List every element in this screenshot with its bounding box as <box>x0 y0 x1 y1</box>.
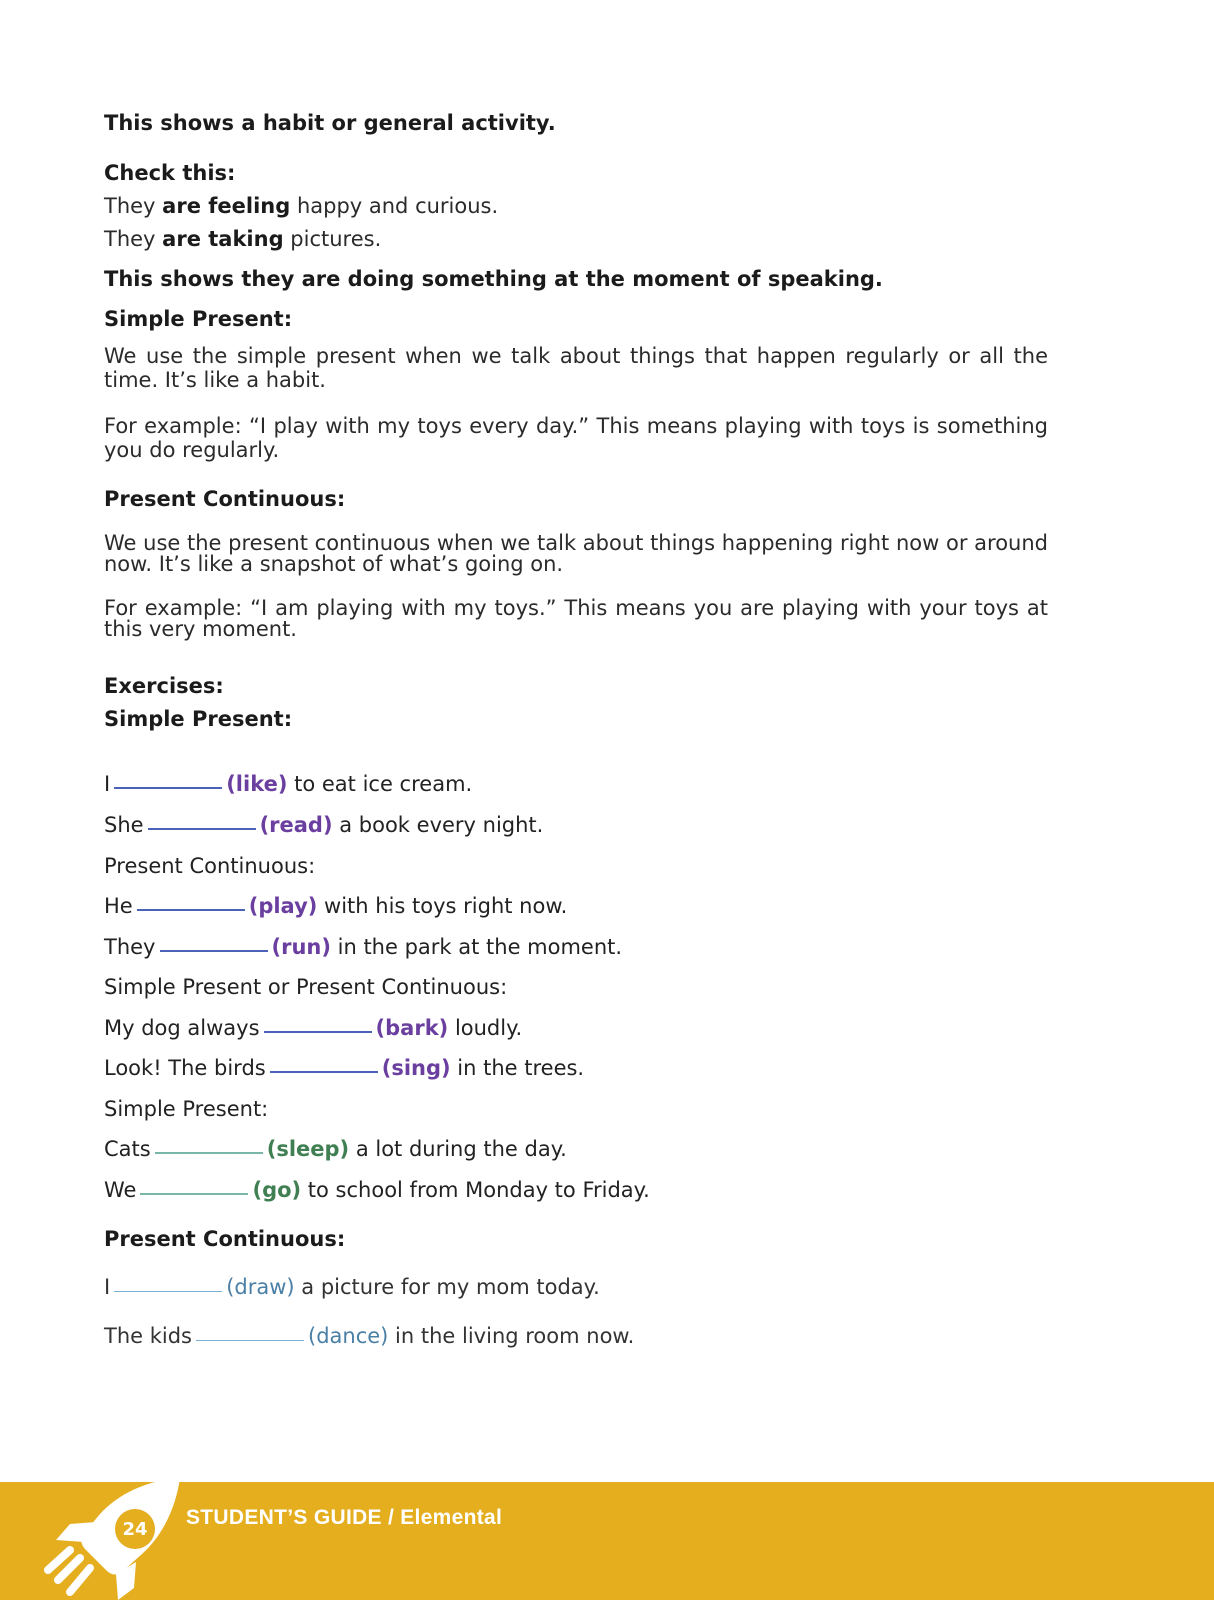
exercise-rest: in the living room now. <box>388 1324 635 1348</box>
answer-blank[interactable] <box>140 1192 248 1195</box>
verb-hint: (bark) <box>375 1016 449 1040</box>
exercise-item <box>104 1055 584 1081</box>
answer-blank[interactable] <box>148 827 256 830</box>
present-continuous-paragraph-1: We use the present continuous when we talk about things happening right now or around now. It’s like a snapshot of what’s going on. <box>104 531 1048 576</box>
habit-note: This shows a habit or general activity. <box>104 111 556 135</box>
exercises-heading: Exercises: <box>104 674 224 698</box>
simple-present-paragraph-2: For example: “I play with my toys every day.” This means playing with toys is something you do regularly. <box>104 414 1048 462</box>
exercise-item <box>104 1323 634 1349</box>
answer-blank[interactable] <box>114 786 222 789</box>
present-continuous-heading: Present Continuous: <box>104 487 346 511</box>
exercise-item <box>104 893 567 919</box>
verb-hint: (run) <box>271 935 331 959</box>
exercise-rest: in the trees. <box>450 1056 585 1080</box>
answer-blank[interactable] <box>137 908 245 911</box>
exercise-item <box>104 1177 650 1203</box>
exercise-rest: a book every night. <box>332 813 544 837</box>
verb-hint: (go) <box>252 1178 302 1202</box>
exercise-rest: with his toys right now. <box>317 894 568 918</box>
verb-hint: (draw) <box>226 1275 295 1299</box>
page-number-badge: 24 <box>115 1509 155 1549</box>
exercise-item <box>104 1015 522 1041</box>
mixed-tense-subheading: Simple Present or Present Continuous: <box>104 975 508 999</box>
exercise-rest: a picture for my mom today. <box>294 1275 600 1299</box>
exercise-subject: We <box>104 1178 137 1202</box>
check-line-1-post: happy and curious. <box>290 194 499 218</box>
exercise-item <box>104 812 543 838</box>
answer-blank[interactable] <box>114 1290 222 1292</box>
footer-title: STUDENT’S GUIDE / Elemental <box>186 1506 503 1529</box>
answer-blank[interactable] <box>270 1070 378 1073</box>
exercise-subject: They <box>104 935 156 959</box>
check-line-1-pre: They <box>104 194 163 218</box>
answer-blank[interactable] <box>196 1339 304 1341</box>
simple-present-paragraph-1: We use the simple present when we talk about things that happen regularly or all the time. It’s like a habit. <box>104 344 1048 392</box>
exercise-subject: Cats <box>104 1137 151 1161</box>
check-line-2 <box>104 226 381 252</box>
verb-hint: (read) <box>259 813 333 837</box>
exercise-rest: in the park at the moment. <box>330 935 623 959</box>
verb-hint: (sing) <box>381 1056 451 1080</box>
present-continuous-paragraph-2: For example: “I am playing with my toys.” This means you are playing with your toys at this very moment. <box>104 596 1048 641</box>
rocket-icon <box>40 1478 190 1600</box>
exercise-rest: loudly. <box>448 1016 523 1040</box>
exercise-subject: I <box>104 1275 111 1299</box>
exercise-item <box>104 934 622 960</box>
verb-hint: (play) <box>248 894 318 918</box>
exercise-subject: He <box>104 894 133 918</box>
verb-hint: (dance) <box>308 1324 389 1348</box>
exercise-rest: to eat ice cream. <box>287 772 473 796</box>
exercises-simple-present-heading: Simple Present: <box>104 707 293 731</box>
check-line-2-pre: They <box>104 227 163 251</box>
check-heading: Check this: <box>104 161 236 185</box>
check-line-2-bold: are taking <box>162 227 284 251</box>
exercise-item <box>104 1274 600 1300</box>
check-line-2-post: pictures. <box>283 227 382 251</box>
answer-blank[interactable] <box>264 1030 372 1033</box>
answer-blank[interactable] <box>160 949 268 952</box>
exercise-subject: I <box>104 772 111 796</box>
moment-note: This shows they are doing something at the moment of speaking. <box>104 267 883 291</box>
answer-blank[interactable] <box>155 1151 263 1154</box>
exercise-subject: My dog always <box>104 1016 260 1040</box>
simple-present-subheading: Simple Present: <box>104 1097 269 1121</box>
exercise-subject: Look! The birds <box>104 1056 266 1080</box>
exercise-item <box>104 1136 567 1162</box>
simple-present-heading: Simple Present: <box>104 307 293 331</box>
check-line-1-bold: are feeling <box>162 194 291 218</box>
exercise-rest: to school from Monday to Friday. <box>301 1178 650 1202</box>
exercise-subject: The kids <box>104 1324 192 1348</box>
check-line-1 <box>104 193 498 219</box>
present-continuous-subheading: Present Continuous: <box>104 854 316 878</box>
verb-hint: (like) <box>226 772 288 796</box>
exercise-item <box>104 771 472 797</box>
exercise-rest: a lot during the day. <box>349 1137 567 1161</box>
verb-hint: (sleep) <box>266 1137 350 1161</box>
present-continuous-heading-2: Present Continuous: <box>104 1227 346 1251</box>
exercise-subject: She <box>104 813 144 837</box>
